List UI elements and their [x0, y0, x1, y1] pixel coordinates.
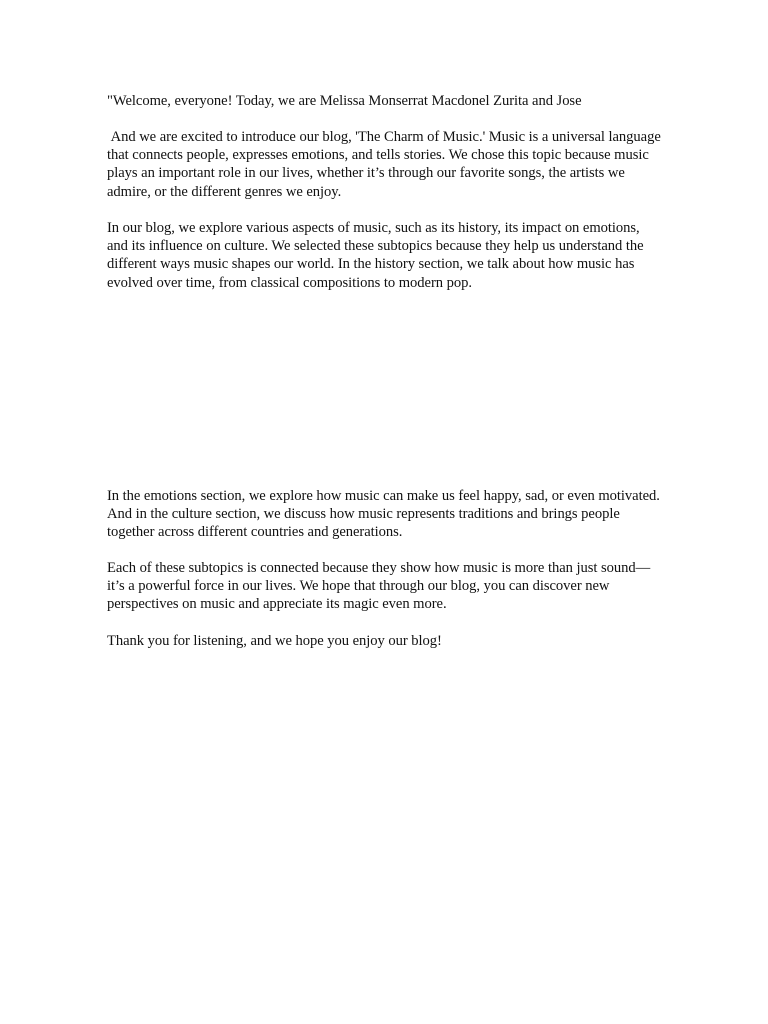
paragraph-emotions-culture: In the emotions section, we explore how music can make us feel happy, sad, or even motivated. And in the culture section, we discuss how music represents traditions and brings people together across different countries and generations.	[107, 488, 660, 541]
paragraph-welcome: "Welcome, everyone! Today, we are Melissa Monserrat Macdonel Zurita and Jose	[107, 93, 582, 109]
paragraph-introduction: And we are excited to introduce our blog, 'The Charm of Music.' Music is a universal language that connects people, expresses emotions, and tells stories. We chose this topic because music plays an important role in our lives, whether it’s through our favorite songs, the artists we admire, or the different genres we enjoy.	[107, 129, 665, 200]
paragraph-closing: Thank you for listening, and we hope you enjoy our blog!	[107, 633, 442, 649]
paragraph-connection: Each of these subtopics is connected because they show how music is more than just sound—it’s a powerful force in our lives. We hope that through our blog, you can discover new perspectives on music and appreciate its magic even more.	[107, 560, 651, 613]
paragraph-history: In our blog, we explore various aspects of music, such as its history, its impact on emotions, and its influence on culture. We selected these subtopics because they help us understand the different ways music shapes our world. In the history section, we talk about how music has evolved over time, from classical compositions to modern pop.	[107, 220, 644, 291]
